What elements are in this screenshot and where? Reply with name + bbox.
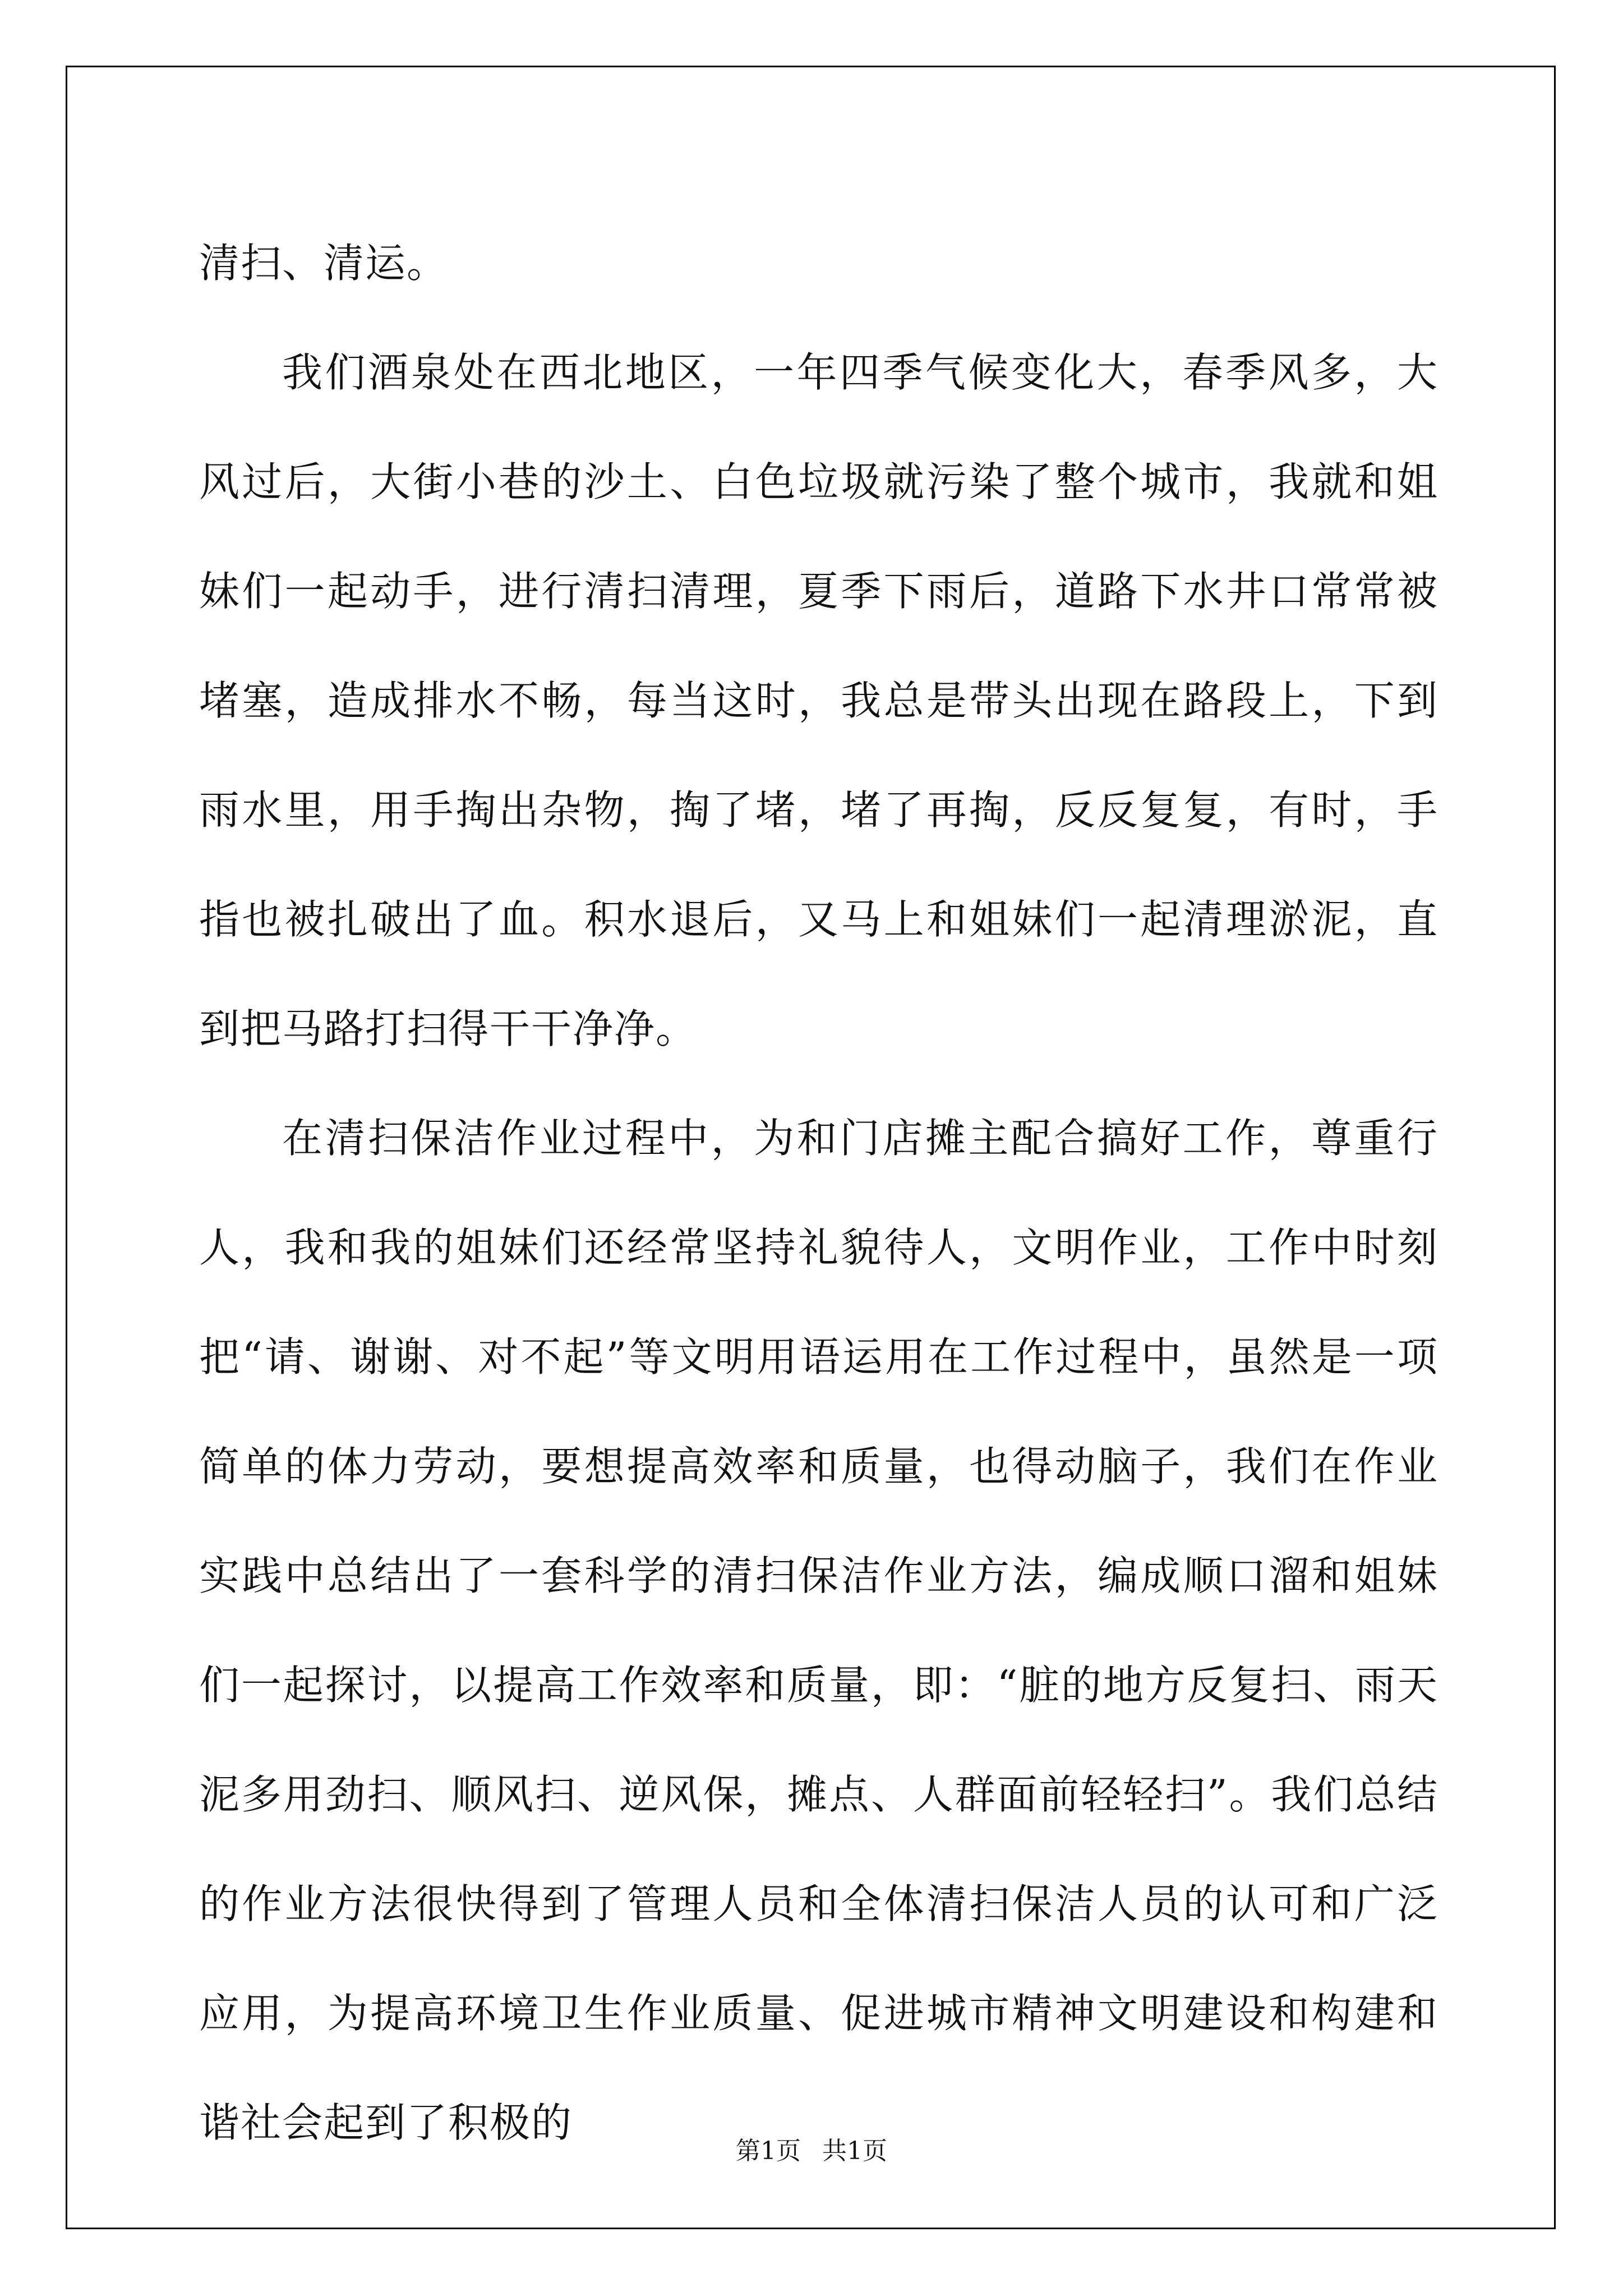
page-number-current: 第1页 xyxy=(736,2137,801,2165)
paragraph-continuation: 清扫、清运。 xyxy=(199,240,449,287)
page-number-total: 共1页 xyxy=(822,2137,887,2165)
document-body xyxy=(199,209,1438,2178)
page-footer xyxy=(0,2131,1623,2166)
paragraph-work-method: 在清扫保洁作业过程中，为和门店摊主配合搞好工作，尊重行人，我和我的姐妹们还经常坚持礼貌待人，文明作业，工作中时刻把“请、谢谢、对不起”等文明用语运用在工作过程中，虽然是一项简单的体力劳动，要想提高效率和质量，也得动脑子，我们在作业实践中总结出了一套科学的清扫保洁作业方法，编成顺口溜和姐妹们一起探讨，以提高工作效率和质量，即：“脏的地方反复扫、雨天泥多用劲扫、顺风扫、逆风保，摊点、人群面前轻轻扫”。我们总结的作业方法很快得到了管理人员和全体清扫保洁人员的认可和广泛应用，为提高环境卫生作业质量、促进城市精神文明建设和构建和谐社会起到了积极的 xyxy=(199,1115,1438,2146)
paragraph-weather-cleanup: 我们酒泉处在西北地区，一年四季气候变化大，春季风多，大风过后，大街小巷的沙土、白色垃圾就污染了整个城市，我就和姐妹们一起动手，进行清扫清理，夏季下雨后，道路下水井口常常被堵塞，造成排水不畅，每当这时，我总是带头出现在路段上，下到雨水里，用手掏出杂物，掏了堵，堵了再掏，反反复复，有时，手指也被扎破出了血。积水退后，又马上和姐妹们一起清理淤泥，直到把马路打扫得干干净净。 xyxy=(199,349,1438,1052)
